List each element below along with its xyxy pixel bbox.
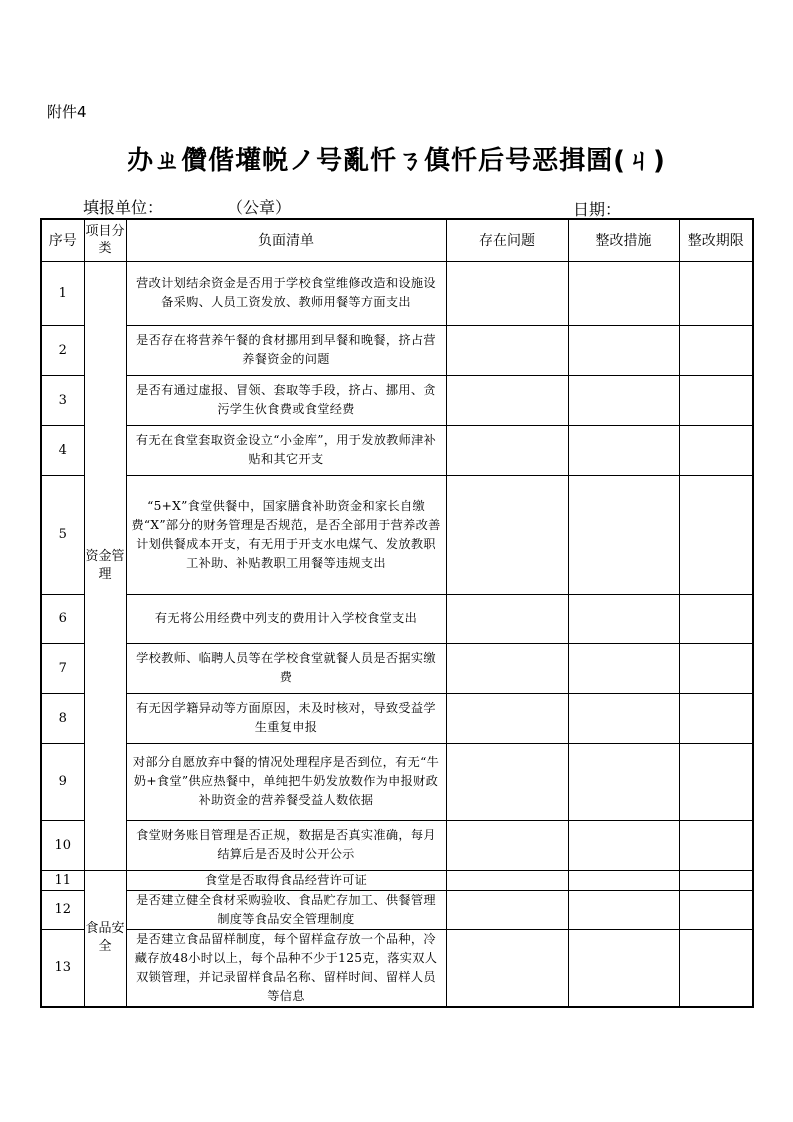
row-no: 9: [41, 743, 84, 820]
deadline-cell[interactable]: [679, 425, 753, 475]
row-item: 是否建立健全食材采购验收、食品贮存加工、供餐管理制度等食品安全管理制度: [126, 890, 446, 929]
measure-cell[interactable]: [568, 375, 679, 425]
row-no: 3: [41, 375, 84, 425]
issue-cell[interactable]: [446, 890, 568, 929]
deadline-cell[interactable]: [679, 594, 753, 643]
measure-cell[interactable]: [568, 870, 679, 890]
issue-cell[interactable]: [446, 594, 568, 643]
table-row: [41, 820, 753, 870]
table-row: [41, 693, 753, 743]
table-header-row: [41, 219, 753, 261]
measure-cell[interactable]: [568, 325, 679, 375]
measure-cell[interactable]: [568, 890, 679, 929]
measure-cell[interactable]: [568, 929, 679, 1007]
table-row: [41, 261, 753, 325]
row-item: 是否有通过虚报、冒领、套取等手段，挤占、挪用、贪污学生伙食费或食堂经费: [126, 375, 446, 425]
deadline-cell[interactable]: [679, 870, 753, 890]
deadline-cell[interactable]: [679, 261, 753, 325]
measure-cell[interactable]: [568, 820, 679, 870]
header-no: 序号: [41, 219, 84, 261]
issue-cell[interactable]: [446, 643, 568, 693]
issue-cell[interactable]: [446, 693, 568, 743]
table-row: [41, 475, 753, 594]
measure-cell[interactable]: [568, 475, 679, 594]
row-no: 4: [41, 425, 84, 475]
measure-cell[interactable]: [568, 643, 679, 693]
row-item: “5+X”食堂供餐中，国家膳食补助资金和家长自缴费“X”部分的财务管理是否规范，是否全部用于营养改善计划供餐成本开支，有无用于开支水电煤气、发放教职工补助、补贴教职工用餐等违规支出: [126, 475, 446, 594]
category-food: 食品安全: [84, 870, 126, 1007]
row-item: 有无因学籍异动等方面原因，未及时核对，导致受益学生重复申报: [126, 693, 446, 743]
measure-cell[interactable]: [568, 743, 679, 820]
header-item: 负面清单: [126, 219, 446, 261]
row-item: 对部分自愿放弃中餐的情况处理程序是否到位，有无“牛奶+食堂”供应热餐中，单纯把牛奶发放数作为申报财政补助资金的营养餐受益人数依据: [126, 743, 446, 820]
table-row: [41, 870, 753, 890]
row-item: 是否存在将营养午餐的食材挪用到早餐和晚餐，挤占营养餐资金的问题: [126, 325, 446, 375]
deadline-cell[interactable]: [679, 820, 753, 870]
row-no: 13: [41, 929, 84, 1007]
table-row: [41, 743, 753, 820]
row-no: 8: [41, 693, 84, 743]
row-no: 12: [41, 890, 84, 929]
table-row: [41, 890, 753, 929]
table-row: [41, 325, 753, 375]
table-row: [41, 929, 753, 1007]
issue-cell[interactable]: [446, 325, 568, 375]
measure-cell[interactable]: [568, 425, 679, 475]
row-no: 6: [41, 594, 84, 643]
row-item: 有无将公用经费中列支的费用计入学校食堂支出: [126, 594, 446, 643]
header-deadline: 整改期限: [679, 219, 753, 261]
row-item: 营改计划结余资金是否用于学校食堂维修改造和设施设备采购、人员工资发放、教师用餐等方面支出: [126, 261, 446, 325]
issue-cell[interactable]: [446, 375, 568, 425]
category-fund: 资金管理: [84, 261, 126, 870]
row-item: 是否建立食品留样制度，每个留样盒存放一个品种，冷藏存放48小时以上，每个品种不少于125克，落实双人双锁管理，并记录留样食品名称、留样时间、留样人员等信息: [126, 929, 446, 1007]
deadline-cell[interactable]: [679, 375, 753, 425]
row-no: 7: [41, 643, 84, 693]
header-issue: 存在问题: [446, 219, 568, 261]
table-row: [41, 425, 753, 475]
issue-cell[interactable]: [446, 870, 568, 890]
issue-cell[interactable]: [446, 820, 568, 870]
issue-cell[interactable]: [446, 261, 568, 325]
deadline-cell[interactable]: [679, 643, 753, 693]
row-item: 学校教师、临聘人员等在学校食堂就餐人员是否据实缴费: [126, 643, 446, 693]
fill-unit-label: 填报单位：: [83, 198, 164, 217]
deadline-cell[interactable]: [679, 325, 753, 375]
attachment-label: 附件4: [47, 103, 87, 121]
table-row: [41, 594, 753, 643]
deadline-cell[interactable]: [679, 929, 753, 1007]
checklist-table: [40, 218, 754, 1008]
deadline-cell[interactable]: [679, 693, 753, 743]
row-no: 2: [41, 325, 84, 375]
row-item: 食堂是否取得食品经营许可证: [126, 870, 446, 890]
deadline-cell[interactable]: [679, 475, 753, 594]
issue-cell[interactable]: [446, 425, 568, 475]
deadline-cell[interactable]: [679, 890, 753, 929]
issue-cell[interactable]: [446, 929, 568, 1007]
row-item: 食堂财务账目管理是否正规，数据是否真实准确，每月结算后是否及时公开公示: [126, 820, 446, 870]
row-no: 11: [41, 870, 84, 890]
document-title: 办ㄓ儹偕壦帨ノ号亂忏ㄋ傎忏后号恶揖圄(ㄐ): [127, 146, 666, 176]
row-item: 有无在食堂套取资金设立“小金库”，用于发放教师津补贴和其它开支: [126, 425, 446, 475]
measure-cell[interactable]: [568, 261, 679, 325]
row-no: 5: [41, 475, 84, 594]
date-label: 日期：: [573, 200, 622, 219]
measure-cell[interactable]: [568, 594, 679, 643]
table-row: [41, 375, 753, 425]
issue-cell[interactable]: [446, 743, 568, 820]
seal-label: （公章）: [227, 198, 292, 217]
row-no: 1: [41, 261, 84, 325]
header-measure: 整改措施: [568, 219, 679, 261]
row-no: 10: [41, 820, 84, 870]
table-row: [41, 643, 753, 693]
header-category: 项目分类: [84, 219, 126, 261]
issue-cell[interactable]: [446, 475, 568, 594]
deadline-cell[interactable]: [679, 743, 753, 820]
measure-cell[interactable]: [568, 693, 679, 743]
